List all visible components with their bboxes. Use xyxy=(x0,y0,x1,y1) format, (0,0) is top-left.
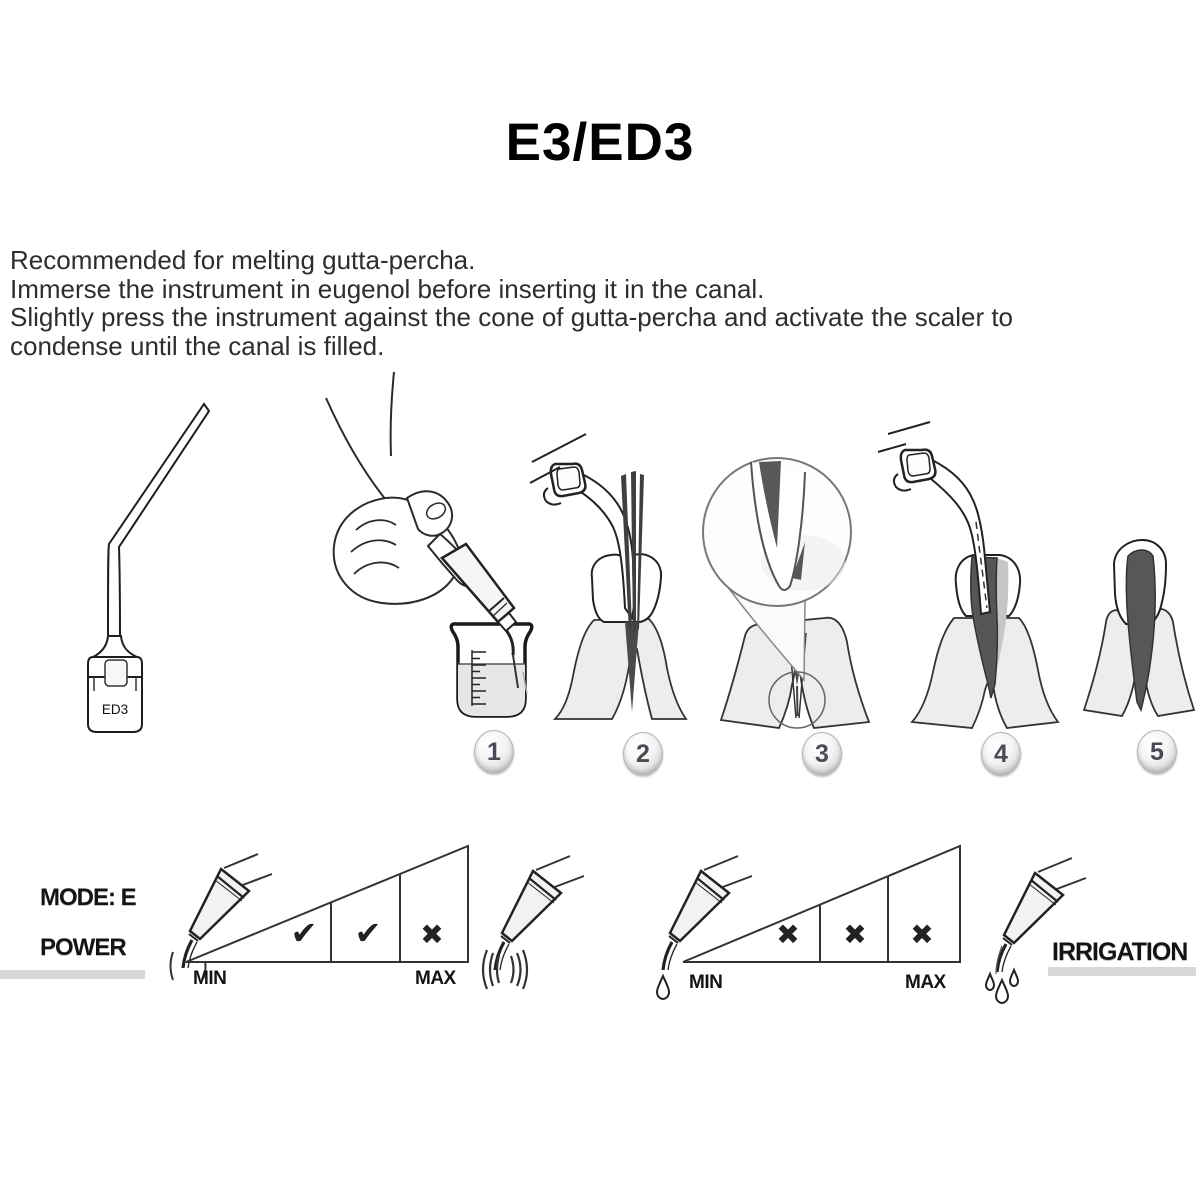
water-drop-icon xyxy=(1010,970,1018,986)
power-max-label: MAX xyxy=(415,968,456,989)
irrigation-mark: ✖ xyxy=(843,918,867,951)
step-number: 5 xyxy=(1150,737,1164,766)
step-number: 3 xyxy=(815,739,829,768)
irrigation-underline xyxy=(1048,967,1196,976)
step-badge-5 xyxy=(1137,730,1177,774)
vibration-arc xyxy=(517,953,521,986)
step-number: 4 xyxy=(994,739,1008,768)
step-badge-1 xyxy=(474,730,514,774)
power-underline xyxy=(0,970,145,979)
vibration-arc xyxy=(490,953,493,986)
mode-label: MODE: E xyxy=(40,884,136,911)
magnifier-circle-icon xyxy=(703,458,851,606)
irrigation-min-label: MIN xyxy=(689,972,723,993)
power-label: POWER xyxy=(40,934,126,961)
step-3-illustration xyxy=(693,428,888,758)
description-line: Immerse the instrument in eugenol before inserting it in the canal. xyxy=(10,273,765,304)
ed3-tip-illustration xyxy=(78,398,218,738)
step-number: 1 xyxy=(487,737,501,766)
description xyxy=(10,246,1195,360)
vibration-arc xyxy=(171,952,174,980)
handpiece-irrigation-max-icon xyxy=(980,858,1092,1013)
tip-label: ED3 xyxy=(101,702,129,717)
step-badge-3 xyxy=(802,732,842,776)
water-drop-icon xyxy=(986,974,994,990)
handpiece-power-max-icon xyxy=(478,856,588,1006)
description-line: Slightly press the instrument against the cone of gutta-percha and activate the scaler to xyxy=(10,302,1014,332)
vibration-arc xyxy=(497,956,499,983)
bone-shape xyxy=(555,619,686,719)
water-drop-icon xyxy=(996,980,1008,1003)
arm-line xyxy=(391,372,394,456)
irrigation-label: IRRIGATION xyxy=(1052,938,1188,966)
power-min-label: MIN xyxy=(193,968,227,989)
description-line: condense until the canal is filled. xyxy=(10,330,385,361)
page-title: E3/ED3 xyxy=(505,113,695,172)
irrigation-mark: ✖ xyxy=(776,918,800,951)
hand-beaker-illustration xyxy=(290,372,565,740)
step-badge-4 xyxy=(981,732,1021,776)
description-line: Recommended for melting gutta-percha. xyxy=(10,245,476,275)
step-2-illustration xyxy=(528,428,713,746)
irrigation-scale-triangle xyxy=(678,840,968,968)
power-mark: ✔ xyxy=(290,914,318,952)
step-badge-2 xyxy=(623,732,663,776)
vibration-arc xyxy=(523,950,527,989)
vibration-arc xyxy=(511,956,514,983)
step-number: 2 xyxy=(636,739,650,768)
step-4-illustration xyxy=(872,422,1072,752)
arm-line xyxy=(326,398,386,500)
power-mark: ✔ xyxy=(354,914,382,952)
power-scale-triangle xyxy=(180,840,475,968)
power-mark: ✖ xyxy=(420,918,444,951)
irrigation-mark: ✖ xyxy=(910,918,934,951)
water-drop-icon xyxy=(657,976,669,999)
vibration-arc xyxy=(483,950,487,989)
beaker-icon xyxy=(451,624,532,716)
irrigation-max-label: MAX xyxy=(905,972,946,993)
